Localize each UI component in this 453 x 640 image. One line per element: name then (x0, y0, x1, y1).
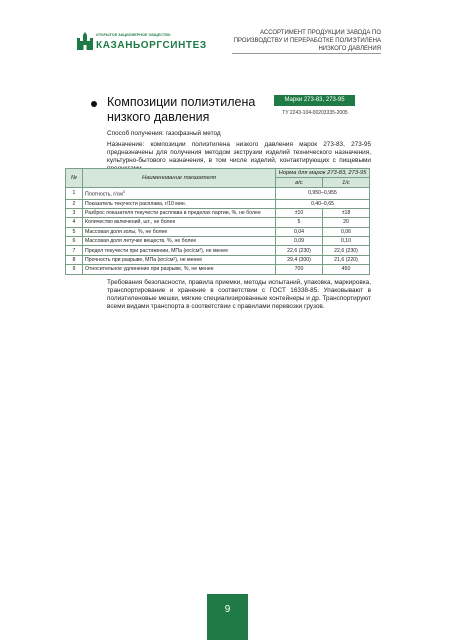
row-value-premium: 700 (276, 265, 323, 274)
row-value-premium: 0,09 (276, 237, 323, 246)
requirements-paragraph: Требования безопасности, правила приемки, методы испытаний, упаковка, маркировка, транспортирование и хранение в соответствии с ГОСТ 16338-85. Упаковывают в полиэтиленовые мешки, мягкие специализированные контейнеры и др. Транспортируют всеми видами транспорта в соответствии с правилами перевозки грузов. (107, 279, 371, 310)
row-num: 5 (66, 227, 83, 236)
table-row (66, 227, 370, 236)
row-name: Разброс показателя текучести расплава в пределах партии, %, не более (83, 208, 276, 217)
header-norm: Норма для марок 273-83, 273-95 (276, 169, 370, 178)
row-value: 0,40–0,65 (276, 199, 370, 208)
table-row (66, 187, 370, 199)
table-row (66, 237, 370, 246)
row-name: Массовая доля золы, %, не более (83, 227, 276, 236)
section-bullet-icon (91, 101, 97, 107)
row-name: Относительное удлинение при разрыве, %, не менее (83, 265, 276, 274)
kremlin-emblem-icon (76, 32, 94, 52)
grade-marks-badge: Марки 273-83, 273-95 (274, 95, 355, 106)
row-value-premium: 5 (276, 218, 323, 227)
row-value-first: 0,10 (323, 237, 370, 246)
row-value: 0,950–0,955 (276, 187, 370, 199)
header-divider (232, 53, 381, 54)
row-num: 9 (66, 265, 83, 274)
row-value-premium: 0,04 (276, 227, 323, 236)
company-subtitle: ОТКРЫТОЕ АКЦИОНЕРНОЕ ОБЩЕСТВО (96, 33, 171, 37)
header-grade-premium: в/с (276, 178, 323, 187)
page-number: 9 (224, 604, 231, 615)
header-num: № (66, 169, 83, 188)
row-name: Массовая доля летучих веществ, %, не более (83, 237, 276, 246)
row-value-first: 0,06 (323, 227, 370, 236)
company-logo (76, 32, 216, 56)
row-name: Показатель текучести расплава, г/10 мин. (83, 199, 276, 208)
page-number-tab (207, 594, 248, 640)
table-row (66, 255, 370, 264)
company-name: КАЗАНЬОРГСИНТЕЗ (96, 40, 207, 51)
row-value-premium: ±10 (276, 208, 323, 217)
header-name: Наименование показателя (83, 169, 276, 188)
running-header-line: ПРОИЗВОДСТВУ И ПЕРЕРАБОТКЕ ПОЛИЭТИЛЕНА (233, 38, 381, 44)
row-num: 3 (66, 208, 83, 217)
running-header-line: АССОРТИМЕНТ ПРОДУКЦИИ ЗАВОДА ПО (259, 30, 381, 36)
properties-table (65, 168, 370, 275)
row-value-first: ±18 (323, 208, 370, 217)
table-row (66, 265, 370, 274)
row-name: Количество включений, шт., не более (83, 218, 276, 227)
row-num: 4 (66, 218, 83, 227)
technical-spec-code: ТУ 2243-104-00203335-2005 (282, 110, 348, 116)
purpose-paragraph: Назначение: композиции полиэтилена низкого давления марок 273-83, 273-95 предназначены для получения методом экструзии изделий технического назначения, культурно-бытового назначения, в том числе изделий, контактирующих с пищевыми (107, 141, 371, 164)
table-header-row (66, 169, 370, 178)
row-num: 7 (66, 246, 83, 255)
row-value-first: 20 (323, 218, 370, 227)
row-name: Плотность, $г/см^3$ (83, 187, 276, 199)
row-value-premium: 29,4 (300) (276, 255, 323, 264)
table-row (66, 246, 370, 255)
row-value-premium: 22,6 (230) (276, 246, 323, 255)
row-num: 6 (66, 237, 83, 246)
section-title-line: Композиции полиэтилена (107, 95, 256, 109)
row-name: Предел текучести при растяжении, МПа (кгс/см²), не менее (83, 246, 276, 255)
running-header (234, 29, 381, 53)
table-row (66, 199, 370, 208)
table-row (66, 208, 370, 217)
row-num: 2 (66, 199, 83, 208)
header-grade-first: 1/с (323, 178, 370, 187)
production-method: Способ получения: газофазный метод (107, 130, 221, 137)
row-value-first: 450 (323, 265, 370, 274)
row-value-first: 21,6 (220) (323, 255, 370, 264)
section-title (107, 95, 255, 125)
running-header-line: НИЗКОГО ДАВЛЕНИЯ (318, 46, 381, 52)
row-num: 1 (66, 187, 83, 199)
section-title-line: низкого давления (107, 110, 210, 124)
row-num: 8 (66, 255, 83, 264)
row-name: Прочность при разрыве, МПа (кгс/см²), не менее (83, 255, 276, 264)
row-value-first: 22,6 (230) (323, 246, 370, 255)
table-row (66, 218, 370, 227)
